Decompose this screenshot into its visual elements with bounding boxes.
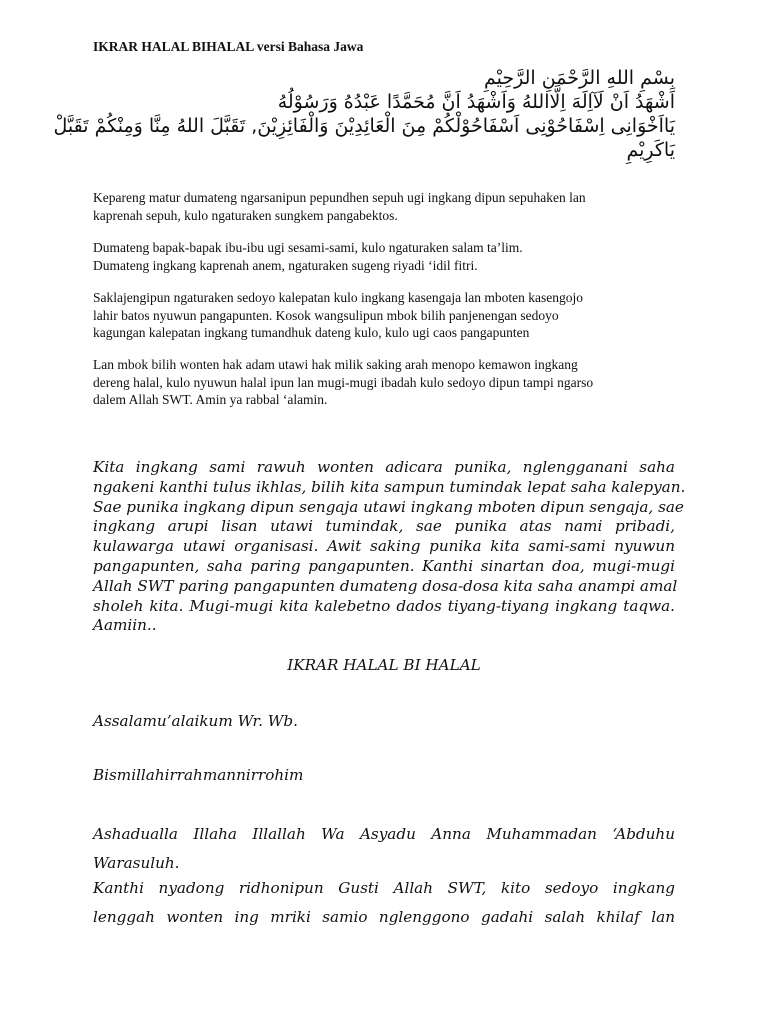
paragraph-line: lahir batos nyuwun pangapunten. Kosok wangsulipun mbok bilih panjenengan sedoyo [93, 307, 559, 323]
paragraph-line: kulawarga utawi organisasi. Awit saking punika kita sami-sami nyuwun [93, 537, 675, 556]
paragraph-salam [93, 239, 683, 274]
paragraph-line: Allah SWT paring pangapunten dumateng dosa-dosa kita saha anampi amal [93, 576, 678, 595]
paragraph-line: sholeh kita. Mugi-mugi kita kalebetno dados tiyang-tiyang ingkang taqwa. [93, 596, 675, 615]
kanthi-paragraph [93, 874, 675, 932]
paragraph-line: pangapunten, saha paring pangapunten. Kanthi sinartan doa, mugi-mugi [93, 556, 675, 575]
paragraph-line: Kita ingkang sami rawuh wonten adicara punika, nglengganani saha [93, 458, 675, 476]
arabic-line-greeting: يَااَخْوَانِى اِسْفَاحُوْنِى اَسْفَاحُوْلْكُمْ مِنَ الْعَائِدِيْنَ وَالْفَائِزِيْنَ, تَقَبَّلَ اللهُ مِنَّا وَمِنْكُمْ تَقَبَّلْ [53, 115, 675, 137]
bismillah-text: Bismillahirrahmannirrohim [93, 766, 304, 784]
paragraph-line: lenggah wonten ing mriki samio nglenggono gadahi salah khilaf lan [93, 908, 675, 926]
paragraph-sungkem [93, 189, 683, 224]
paragraph-hak-adam [93, 356, 683, 409]
paragraph-line: kaprenah sepuh, kulo ngaturaken sungkem pangabektos. [93, 207, 398, 223]
paragraph-line: kagungan kalepatan ingkang tumandhuk dateng kulo, kulo ugi caos pangapunten [93, 325, 530, 341]
paragraph-line: dereng halal, kulo nyuwun halal ipun lan mugi-mugi ibadah kulo sedoyo dipun tampi ngarso [93, 374, 594, 390]
paragraph-line: dalem Allah SWT. Amin ya rabbal ‘alamin. [93, 392, 328, 408]
paragraph-adicara [93, 458, 686, 636]
arabic-prayer-block [53, 66, 675, 162]
arabic-line-closing: يَاكَرِيْمِ [626, 139, 675, 161]
greeting-text: Assalamu’alaikum Wr. Wb. [93, 712, 298, 730]
paragraph-line: Ashadualla Illaha Illallah Wa Asyadu Anna Muhammadan ‘Abduhu [93, 825, 675, 843]
paragraph-line: Dumateng ingkang kaprenah anem, ngaturaken sugeng riyadi ‘idil fitri. [93, 257, 478, 273]
syahadat-paragraph [93, 820, 675, 878]
paragraph-line: Kanthi nyadong ridhonipun Gusti Allah SWT, kito sedoyo ingkang [93, 879, 675, 897]
paragraph-kalepatan [93, 289, 683, 342]
document-title: IKRAR HALAL BIHALAL versi Bahasa Jawa [93, 39, 364, 54]
paragraph-line: Dumateng bapak-bapak ibu-ibu ugi sesami-sami, kulo ngaturaken salam ta’lim. [93, 240, 523, 255]
paragraph-line: Aamiin.. [93, 616, 157, 635]
arabic-line-bismillah: بِسْمِ اللهِ الرَّحْمَنِ الرَّحِيْمِ [484, 67, 675, 89]
paragraph-line: Saklajengipun ngaturaken sedoyo kalepatan kulo ingkang kasengaja lan mboten kasengojo [93, 290, 583, 305]
arabic-line-syahadat: اَشْهَدُ اَنْ لَآاِلَهَ اِلَّااللهُ وَاَشْهَدُ اَنَّ مُحَمَّدًا عَبْدُهُ وَرَسُوْلُهُ [277, 91, 675, 113]
section-title: IKRAR HALAL BI HALAL [287, 656, 481, 674]
paragraph-line: Lan mbok bilih wonten hak adam utawi hak milik saking arah menopo kemawon ingkang [93, 357, 578, 372]
paragraph-line: Warasuluh. [93, 854, 180, 872]
paragraph-line: Sae punika ingkang dipun sengaja utawi ingkang mboten dipun sengaja, sae [93, 497, 684, 516]
paragraph-line: ngakeni kanthi tulus ikhlas, bilih kita sampun tumindak lepat saha kalepyan. [93, 477, 686, 496]
paragraph-line: Kepareng matur dumateng ngarsanipun pepundhen sepuh ugi ingkang dipun sepuhaken lan [93, 190, 586, 205]
paragraph-line: ingkang arupi lisan utawi tumindak, sae punika atas nami pribadi, [93, 517, 675, 536]
